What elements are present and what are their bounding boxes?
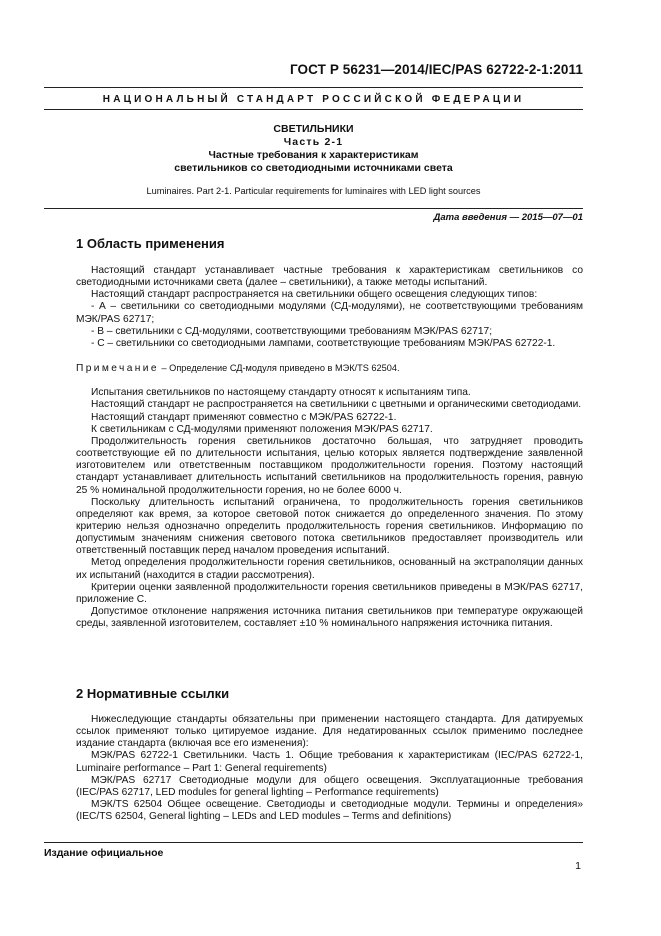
paragraph: Испытания светильников по настоящему стандарту относят к испытаниям типа. bbox=[91, 387, 471, 399]
paragraph: Настоящий стандарт применяют совместно с МЭК/PAS 62722-1. bbox=[91, 411, 397, 423]
edition-label: Издание официальное bbox=[44, 847, 164, 859]
footer-rule bbox=[44, 842, 583, 843]
paragraph: Допустимое отклонение напряжения источника питания светильников при температуре окружающей среды, заявленной изготовителем, составляет ±10 % номинального напряжения источника питания. bbox=[76, 606, 583, 630]
title-block bbox=[44, 123, 583, 175]
subtitle-line-2: светильников со светодиодными источниками света bbox=[174, 162, 453, 174]
reference-item: МЭК/PAS 62722-1 Светильники. Часть 1. Общие требования к характеристикам (IEC/PAS 62722-1, Luminaire performance – Part 1: General requirements) bbox=[76, 750, 583, 774]
national-standard-banner: НАЦИОНАЛЬНЫЙ СТАНДАРТ РОССИЙСКОЙ ФЕДЕРАЦИИ bbox=[102, 94, 525, 105]
english-title: Luminaires. Part 2-1. Particular requirements for luminaires with LED light sources bbox=[146, 186, 481, 196]
part-title: Часть 2-1 bbox=[283, 136, 344, 148]
header-rule bbox=[44, 87, 583, 88]
page-number: 1 bbox=[575, 860, 581, 872]
paragraph: Настоящий стандарт не распространяется на светильники с цветными и органическими светодиодами. bbox=[91, 399, 582, 411]
section-1-heading: 1 Область применения bbox=[76, 236, 225, 251]
subtitle-line-1: Частные требования к характеристикам bbox=[208, 149, 419, 161]
paragraph: Метод определения продолжительности горения светильников, основанный на экстраполяции данных их испытаний (находится в стадии рассмотрения). bbox=[76, 557, 583, 581]
date-rule bbox=[44, 208, 583, 209]
paragraph: Продолжительность горения светильников достаточно большая, что затрудняет проводить соответствующие ей по длительности испытания, целью которых является подтверждение заявленной изготовителем или ответственным поставщиком продолжительности горения. Поэтому настоящий стандарт устанавливает длительность испытаний светильников на продолжительность горения, равную 25 % номинальной продолжительности горения, но не более 6000 ч. bbox=[76, 435, 583, 496]
section-2-heading: 2 Нормативные ссылки bbox=[76, 686, 230, 701]
paragraph: Нижеследующие стандарты обязательны при применении настоящего стандарта. Для датируемых ссылок применяют только цитируемое издание. Для недатированных ссылок применимо последнее издание стандарта (включая все его изменения): bbox=[76, 714, 583, 750]
introduction-date: Дата введения — 2015—07—01 bbox=[433, 212, 583, 223]
paragraph: Настоящий стандарт распространяется на светильники общего освещения следующих типов: bbox=[91, 289, 538, 301]
paragraph: Критерии оценки заявленной продолжительности горения светильников приведены в МЭК/PAS 62717, приложение С. bbox=[76, 581, 583, 605]
section-2-body bbox=[76, 714, 583, 823]
reference-item: МЭК/PAS 62717 Светодиодные модули для общего освещения. Эксплуатационные требования (IEC/PAS 62717, LED modules for general lighting – Performance requirements) bbox=[76, 774, 583, 798]
banner-rule bbox=[44, 109, 583, 110]
list-item: - С – светильники со светодиодными лампами, соответствующие требованиям МЭК/PAS 62722-1. bbox=[91, 337, 556, 349]
paragraph: К светильникам с СД-модулями применяют положения МЭК/PAS 62717. bbox=[91, 423, 433, 435]
reference-item: МЭК/TS 62504 Общее освещение. Светодиоды и светодиодные модули. Термины и определения» (IEC/TS 62504, General lighting – LEDs and LED modules – Terms and definitions) bbox=[76, 799, 583, 823]
note-label: Примечание bbox=[76, 363, 159, 375]
note bbox=[76, 362, 583, 375]
list-item: - А – светильники со светодиодными модулями (СД-модулями), не соответствующими требованиям МЭК/PAS 62717; bbox=[76, 301, 583, 325]
main-title: СВЕТИЛЬНИКИ bbox=[273, 123, 354, 135]
section-1-body bbox=[76, 265, 583, 630]
document-code: ГОСТ Р 56231—2014/IEC/PAS 62722-2-1:2011 bbox=[289, 62, 583, 77]
note-text: – Определение СД-модуля приведено в МЭК/TS 62504. bbox=[158, 363, 400, 374]
paragraph: Настоящий стандарт устанавливает частные требования к характеристикам светильников со светодиодными источниками света (далее – светильники), а также методы испытаний. bbox=[76, 265, 583, 289]
paragraph: Поскольку длительность испытаний ограничена, то продолжительность горения светильников определяют как время, за которое световой поток снижается до определенного значения. По этому критерию нельзя однозначно определить продолжительность горения светильников. Информацию по допустимым значениям снижения светового потока светильников предоставляет производитель или ответственный поставщик перед началом проведения испытаний. bbox=[76, 496, 583, 557]
list-item: - В – светильники с СД-модулями, соответствующими требованиям МЭК/PAS 62717; bbox=[91, 325, 493, 337]
